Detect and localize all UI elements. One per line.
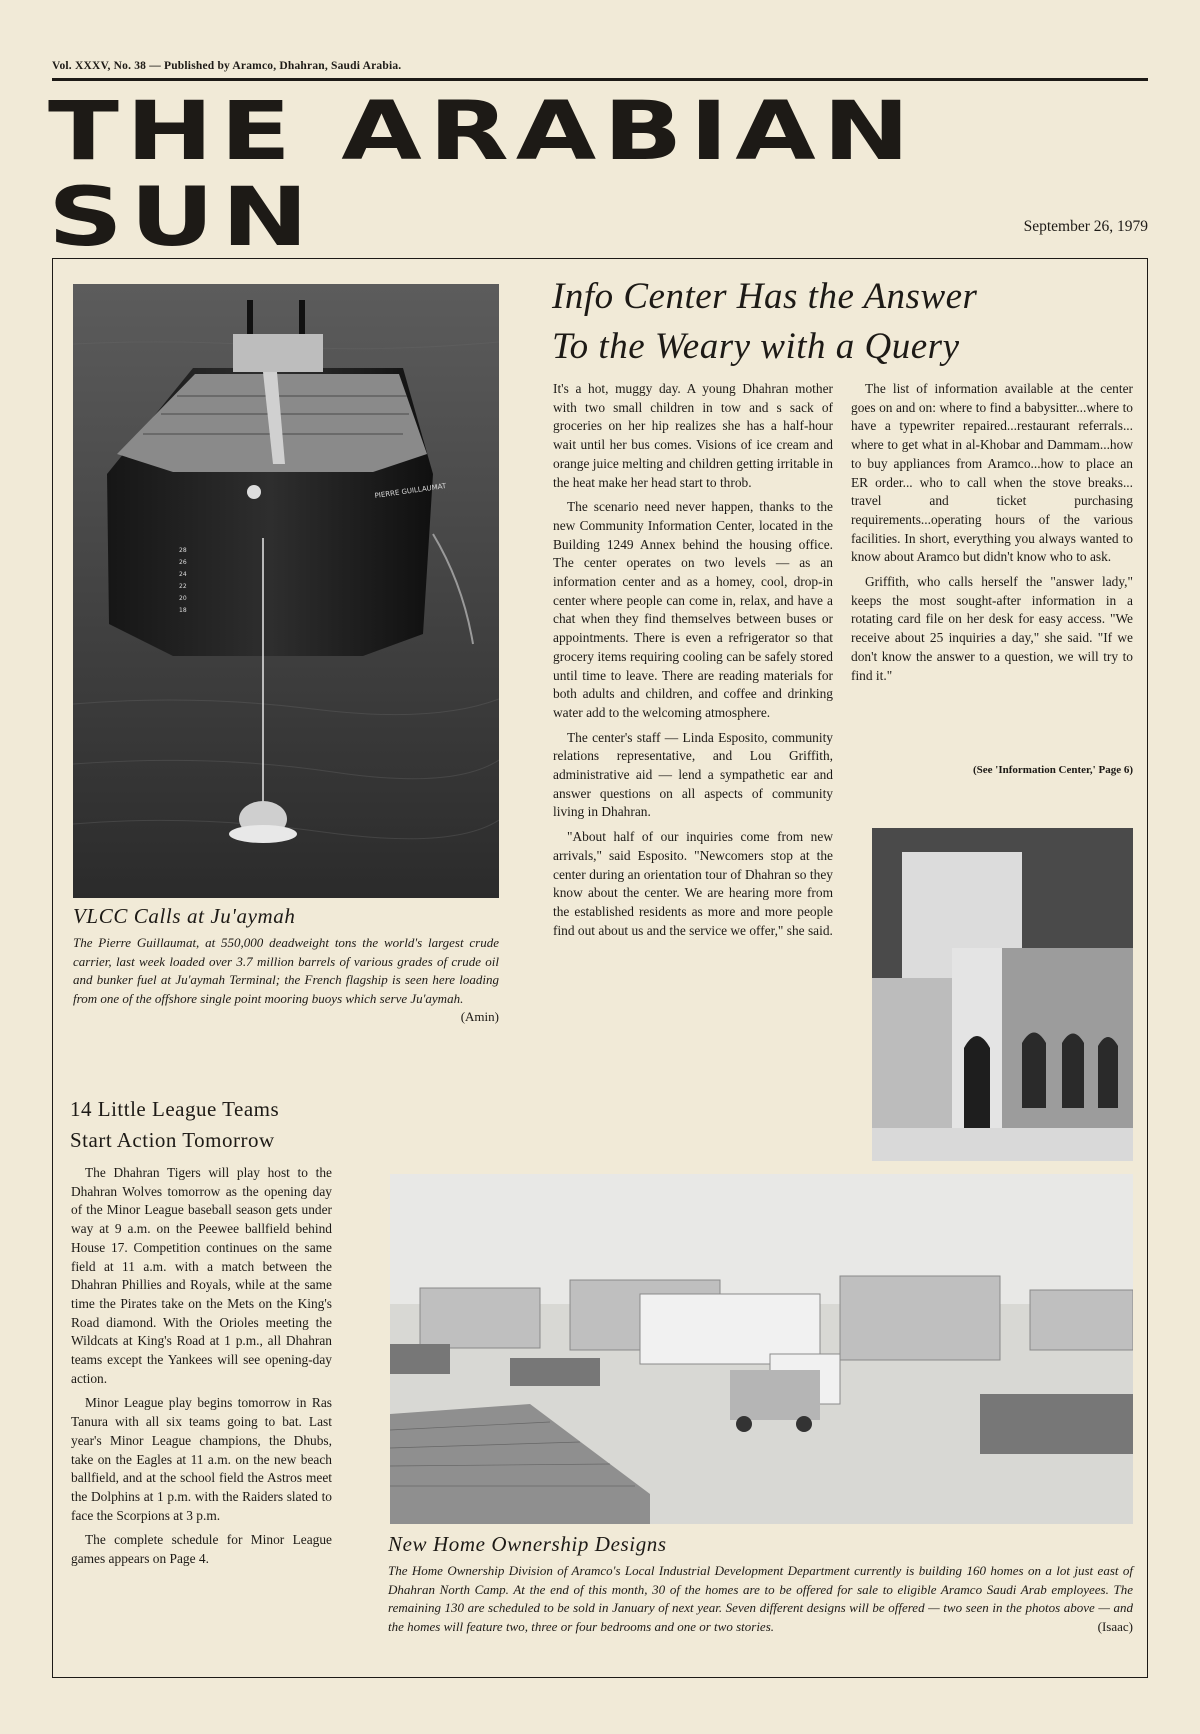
little-league-paragraph: The complete schedule for Minor League games appears on Page 4. xyxy=(71,1532,332,1567)
little-league-paragraph: Minor League play begins tomorrow in Ras Tanura with all six teams going to bat. Last year's Minor League champions, the Dhubs, take on the Eagles at 11 a.m. on the new beach ballfield, and at the school field the Astros meet the Dolphins at 1 p.m. with the Raiders slated to face the Scorpions at 3 p.m. xyxy=(71,1395,332,1523)
lead-headline-line1: Info Center Has the Answer xyxy=(552,276,978,317)
lead-paragraph: The list of information available at the center goes on and on: where to find a babysitter...where to have a typewriter repaired...restaurant referrals... where to get what in al-Khobar and Dammam...how to buy appliances from Aramco...how to place an ER order... who to call when the stove breaks... travel and ticket purchasing requirements...operating hours of the various facilities. In short, everything you always wanted to know about Aramco but didn't know who to ask. xyxy=(851,381,1133,565)
little-league-headline xyxy=(70,1094,370,1156)
little-league-headline-line2: Start Action Tomorrow xyxy=(70,1128,275,1152)
lead-headline-line2: To the Weary with a Query xyxy=(552,326,960,367)
lead-paragraph: "About half of our inquiries come from new arrivals," said Esposito. "Newcomers stop at the center during an orientation tour of Dhahran so they know about the center. We are hearing more from the established residents as more and more people find out about us and the service we offer," she said. xyxy=(553,829,833,938)
housing-photo-image xyxy=(390,1174,1133,1524)
continued-jump-line: (See 'Information Center,' Page 6) xyxy=(973,764,1133,776)
draft-mark: 28 xyxy=(179,547,187,554)
little-league-headline-line1: 14 Little League Teams xyxy=(70,1097,280,1121)
housing-caption xyxy=(388,1562,1133,1636)
housing-photo-credit: (Isaac) xyxy=(1097,1618,1133,1634)
issue-date: September 26, 1979 xyxy=(1023,218,1148,235)
little-league-body xyxy=(71,1164,332,1575)
masthead-rule xyxy=(52,78,1148,81)
tanker-caption xyxy=(73,934,499,1027)
masthead-line: Vol. XXXV, No. 38 — Published by Aramco, Dhahran, Saudi Arabia. xyxy=(52,60,402,72)
lead-column-2 xyxy=(851,380,1133,691)
housing-caption-body: The Home Ownership Division of Aramco's Local Industrial Development Department currently is building 160 homes on a lot just east of Dhahran North Camp. At the end of this month, 30 of the homes are to be offered for sale to eligible Aramco Saudi Arab employees. The remaining 130 are scheduled to be sold in January of next year. Seven different designs will be offered — two seen in the photos above — and the homes will feature two, three or four bedrooms and one or two stories. xyxy=(388,1563,1133,1634)
tanker-caption-title: VLCC Calls at Ju'aymah xyxy=(73,904,296,928)
building-photo-image xyxy=(872,828,1133,1161)
building-photo xyxy=(872,828,1133,1161)
housing-caption-title: New Home Ownership Designs xyxy=(388,1532,667,1556)
lead-paragraph: Griffith, who calls herself the "answer lady," keeps the most sought-after information in a rotating card file on her desk for easy access. "We receive about 25 inquiries a day," she said. "If we don't know the answer to a question, we will try to find it." xyxy=(851,574,1133,683)
little-league-paragraph: The Dhahran Tigers will play host to the Dhahran Wolves tomorrow as the opening day of the Minor League baseball season gets under way at 9 a.m. on the Peewee ballfield behind House 17. Competition continues on the same field at 11 a.m. with a match between the Dhahran Phillies and Royals, while at the same time the Pirates take on the Mets on the King's Road diamond. With the Orioles meeting the Wildcats at King's Road at 1 p.m., all Dhahran teams except the Yankees will see opening-day action. xyxy=(71,1165,332,1386)
lead-headline xyxy=(552,272,1112,372)
tanker-caption-body: The Pierre Guillaumat, at 550,000 deadweight tons the world's largest crude carrier, last week loaded over 3.7 million barrels of various grades of crude oil and bunker fuel at Ju'aymah Terminal; the French flagship is seen here loading from one of the offshore single point mooring buoys which serve Ju'aymah. xyxy=(73,935,499,1006)
lead-paragraph: The scenario need never happen, thanks to the new Community Information Center, located in the Building 1249 Annex behind the housing office. The center operates on two levels — as an information center and as a homey, cool, drop-in center where people can come in, relax, and have a chat when they find themselves between buses or appointments. There is even a refrigerator so that grocery items requiring cooling can be safely stored until time to leave. There are reading materials for both adults and children, and coffee and drinking water add to the welcoming atmosphere. xyxy=(553,499,833,720)
lead-paragraph: The center's staff — Linda Esposito, community relations representative, and Lou Griffith, administrative aid — lend a sympathetic ear and answer questions on all aspects of community living in Dhahran. xyxy=(553,729,833,820)
lead-paragraph: It's a hot, muggy day. A young Dhahran mother with two small children in tow and s sack of groceries on her hip realizes she has a half-hour wait until her bus comes. Visions of ice cream and orange juice melting and children getting irritable in the heat make her head start to throb. xyxy=(553,381,833,490)
housing-photo xyxy=(390,1174,1133,1524)
tanker-photo xyxy=(73,284,499,898)
lead-column-1 xyxy=(553,380,833,946)
draft-mark: 18 xyxy=(179,607,187,614)
tanker-photo-image xyxy=(73,284,499,898)
hull-name: PIERRE GUILLAUMAT xyxy=(374,482,447,500)
draft-mark: 26 xyxy=(179,559,187,566)
tanker-photo-credit: (Amin) xyxy=(460,1009,499,1025)
paper-title: THE ARABIAN SUN xyxy=(48,83,917,265)
draft-mark: 22 xyxy=(179,583,187,590)
draft-mark: 24 xyxy=(179,571,187,578)
draft-mark: 20 xyxy=(179,595,187,602)
